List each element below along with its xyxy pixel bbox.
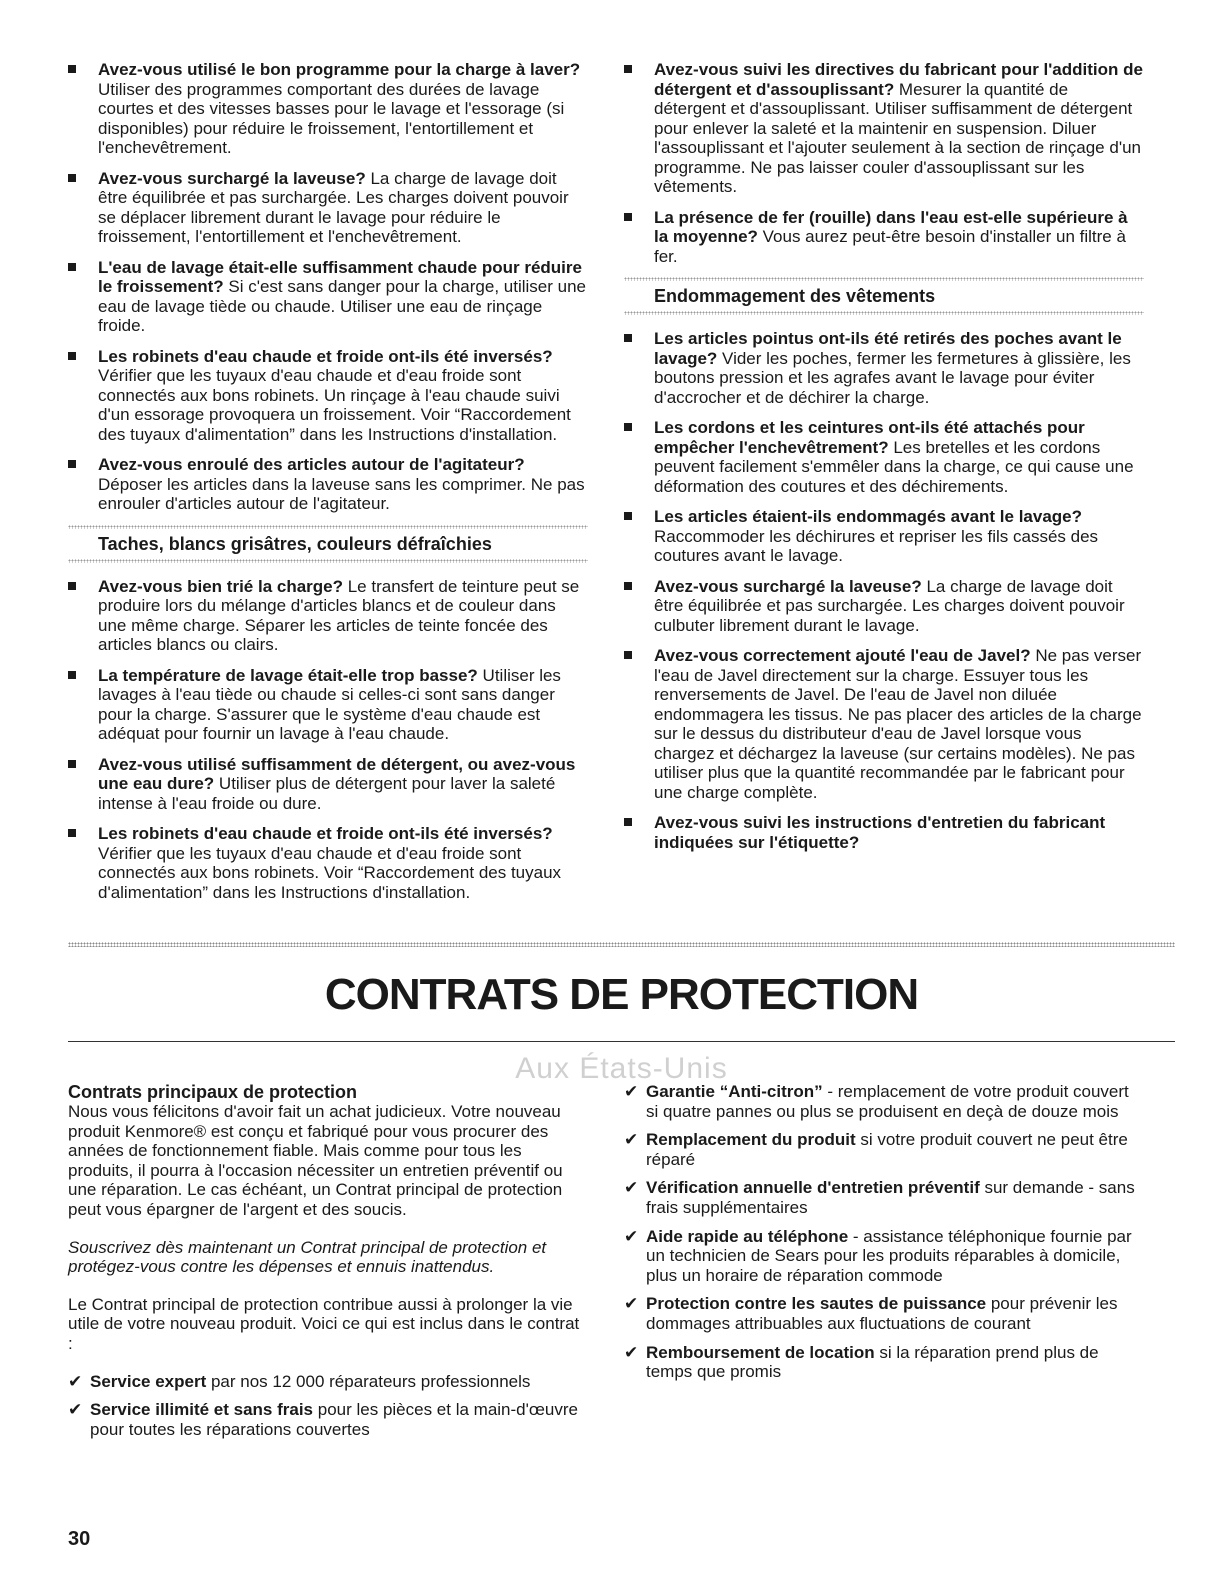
section-header-endommagement xyxy=(624,277,1144,315)
contracts-heading: Contrats principaux de protection xyxy=(68,1082,358,1102)
list-item: Avez-vous enroulé des articles autour de l'agitateur? Déposer les articles dans la laveuse sans les comprimer. Ne pas enrouler d'articles autour de l'agitateur. xyxy=(68,455,588,514)
check-item: ✔ Service expert par nos 12 000 réparateurs professionnels xyxy=(68,1371,531,1391)
dotted-divider xyxy=(68,942,1175,947)
contracts-left-column xyxy=(68,1082,588,1448)
bullet-icon xyxy=(68,760,76,768)
bullet-icon xyxy=(68,263,76,271)
check-item: ✔ Protection contre les sautes de puissance pour prévenir les dommages attribuables aux fluctuations de courant xyxy=(624,1294,1118,1333)
italic-paragraph: Souscrivez dès maintenant un Contrat principal de protection et protégez-vous contre les dépenses et ennuis inattendus. xyxy=(68,1237,547,1277)
paragraph: Le Contrat principal de protection contribue aussi à prolonger la vie utile de votre nouveau produit. Voici ce qui est inclus dans le contrat : xyxy=(68,1294,580,1353)
right-column xyxy=(624,60,1144,863)
bullet-icon xyxy=(624,334,632,342)
bullet-icon xyxy=(624,512,632,520)
check-item: ✔ Aide rapide au téléphone - assistance téléphonique fournie par un technicien de Sears pour les produits réparables à domicile, plus un horaire de réparation commode xyxy=(624,1226,1132,1285)
checkmark-icon: ✔ xyxy=(68,1371,83,1391)
list-item: La présence de fer (rouille) dans l'eau est-elle supérieure à la moyenne? Vous aurez peut-être besoin d'installer un filtre à fer. xyxy=(624,208,1144,267)
list-item: Avez-vous surchargé la laveuse? La charge de lavage doit être équilibrée et pas surchargée. Les charges doivent pouvoir culbuter librement durant le lavage. xyxy=(624,577,1144,636)
checkmark-icon: ✔ xyxy=(68,1400,83,1420)
list-item: L'eau de lavage était-elle suffisamment chaude pour réduire le froissement? Si c'est sans danger pour la charge, utiliser une eau de lavage tiède ou chaude. Utiliser une eau de rinçage froide. xyxy=(68,258,588,336)
bullet-icon xyxy=(624,651,632,659)
list-item: Les cordons et les ceintures ont-ils été attachés pour empêcher l'enchevêtrement? Les bretelles et les cordons peuvent facilement s'emmêler dans la charge, ce qui cause une déformation des coutures et des déchirements. xyxy=(624,418,1144,496)
check-item: ✔ Remboursement de location si la réparation prend plus de temps que promis xyxy=(624,1342,1099,1382)
section-title: Endommagement des vêtements xyxy=(654,286,936,306)
list-item: Avez-vous suivi les directives du fabricant pour l'addition de détergent et d'assouplissant? Mesurer la quantité de détergent et d'assouplissant. Utiliser suffisamment de détergent pour enlever la saleté et la maintenir en suspension. Diluer l'assouplissant et l'ajouter seulement à la section de rinçage d'un programme. Ne pas laisser couler d'assouplissant sur les vêtements. xyxy=(624,60,1144,197)
check-item: ✔ Vérification annuelle d'entretien préventif sur demande - sans frais supplémentaires xyxy=(624,1178,1135,1217)
bullet-icon xyxy=(624,423,632,431)
page-title: CONTRATS DE PROTECTION xyxy=(324,970,919,1019)
list-item: Avez-vous suivi les instructions d'entretien du fabricant indiquées sur l'étiquette? xyxy=(624,813,1144,852)
checkmark-icon: ✔ xyxy=(624,1082,639,1101)
section-header-taches xyxy=(68,525,588,563)
list-item: Les robinets d'eau chaude et froide ont-ils été inversés? Vérifier que les tuyaux d'eau chaude et d'eau froide sont connectés aux bons robinets. Un rinçage à l'eau chaude suivi d'un essorage provoquera un froissement. Voir “Raccordement des tuyaux d'alimentation” dans les Instructions d'installation. xyxy=(68,347,588,445)
section-title: Taches, blancs grisâtres, couleurs défraîchies xyxy=(98,533,492,554)
list-item: Avez-vous surchargé la laveuse? La charge de lavage doit être équilibrée et pas surchargée. Les charges doivent pouvoir se déplacer librement durant le lavage pour réduire le froissement, l'entortillement et l'enchevêtrement. xyxy=(68,169,588,247)
list-item: Avez-vous correctement ajouté l'eau de Javel? Ne pas verser l'eau de Javel directement sur la charge. Essuyer tous les renversements de Javel. De l'eau de Javel non diluée endommagera les tissus. Ne pas placer des articles de la charge sur le dessus du distributeur d'eau de Javel lorsque vous chargez et déchargez la laveuse (sur certains modèles). Ne pas utiliser plus que la quantité recommandée par le fabricant pour une charge complète. xyxy=(624,646,1144,802)
bullet-icon xyxy=(68,352,76,360)
bullet-icon xyxy=(68,65,76,73)
checkmark-icon: ✔ xyxy=(624,1130,639,1150)
checkmark-icon: ✔ xyxy=(624,1342,639,1362)
dotted-divider xyxy=(624,311,1144,315)
bullet-icon xyxy=(624,818,632,826)
left-column xyxy=(68,60,588,913)
title-rule xyxy=(68,1041,1175,1042)
dotted-divider xyxy=(68,559,588,563)
subtitle: Aux États-Unis xyxy=(515,1052,728,1085)
page-number: 30 xyxy=(68,1528,91,1550)
contracts-right-column xyxy=(624,1082,1144,1391)
list-item: Les articles étaient-ils endommagés avant le lavage? Raccommoder les déchirures et repriser les fils cassés des coutures avant le lavage. xyxy=(624,507,1144,566)
protection-header xyxy=(68,942,1175,1086)
list-item: Les robinets d'eau chaude et froide ont-ils été inversés? Vérifier que les tuyaux d'eau chaude et d'eau froide sont connectés aux bons robinets. Voir “Raccordement des tuyaux d'alimentation” dans les Instructions d'installation. xyxy=(68,824,588,902)
check-item: ✔ Garantie “Anti-citron” - remplacement de votre produit couvert si quatre pannes ou plus se produisent en deçà de douze mois xyxy=(624,1082,1129,1121)
bullet-icon xyxy=(624,65,632,73)
bullet-icon xyxy=(624,213,632,221)
check-item: ✔ Remplacement du produit si votre produit couvert ne peut être réparé xyxy=(624,1130,1128,1169)
list-item: La température de lavage était-elle trop basse? Utiliser les lavages à l'eau tiède ou chaude si celles-ci sont sans danger pour la charge. S'assurer que le système d'eau chaude est adéquat pour fournir un lavage à l'eau chaude. xyxy=(68,666,588,744)
list-item: Avez-vous bien trié la charge? Le transfert de teinture peut se produire lors du mélange d'articles blancs et de couleur dans une même charge. Séparer les articles de teinte foncée des articles blancs ou clairs. xyxy=(68,577,588,655)
list-item: Les articles pointus ont-ils été retirés des poches avant le lavage? Vider les poches, fermer les fermetures à glissière, les boutons pression et les agrafes avant le lavage pour éviter d'accrocher et de déchirer la charge. xyxy=(624,329,1144,407)
checkmark-icon: ✔ xyxy=(624,1226,639,1246)
bullet-icon xyxy=(68,174,76,182)
bullet-icon xyxy=(68,671,76,679)
bullet-icon xyxy=(68,582,76,590)
paragraph: Nous vous félicitons d'avoir fait un achat judicieux. Votre nouveau produit Kenmore® est conçu et fabriqué pour vous procurer des années de fonctionnement fiable. Mais comme pour tous les produits, il pourra à l'occasion nécessiter un entretien préventif ou une réparation. Le cas échéant, un Contrat principal de protection peut vous épargner de l'argent et des soucis. xyxy=(68,1102,563,1219)
checkmark-icon: ✔ xyxy=(624,1294,639,1314)
bullet-icon xyxy=(68,829,76,837)
list-item: Avez-vous utilisé le bon programme pour la charge à laver? Utiliser des programmes comportant des durées de lavage courtes et des vitesses basses pour le lavage et l'essorage (si disponibles) pour réduire le froissement, l'entortillement et l'enchevêtrement. xyxy=(68,60,588,158)
bullet-icon xyxy=(624,582,632,590)
checkmark-icon: ✔ xyxy=(624,1178,639,1198)
bullet-icon xyxy=(68,460,76,468)
list-item: Avez-vous utilisé suffisamment de détergent, ou avez-vous une eau dure? Utiliser plus de détergent pour laver la saleté intense à l'eau froide ou dure. xyxy=(68,755,588,814)
check-item: ✔ Service illimité et sans frais pour les pièces et la main-d'œuvre pour toutes les réparations couvertes xyxy=(68,1400,578,1439)
